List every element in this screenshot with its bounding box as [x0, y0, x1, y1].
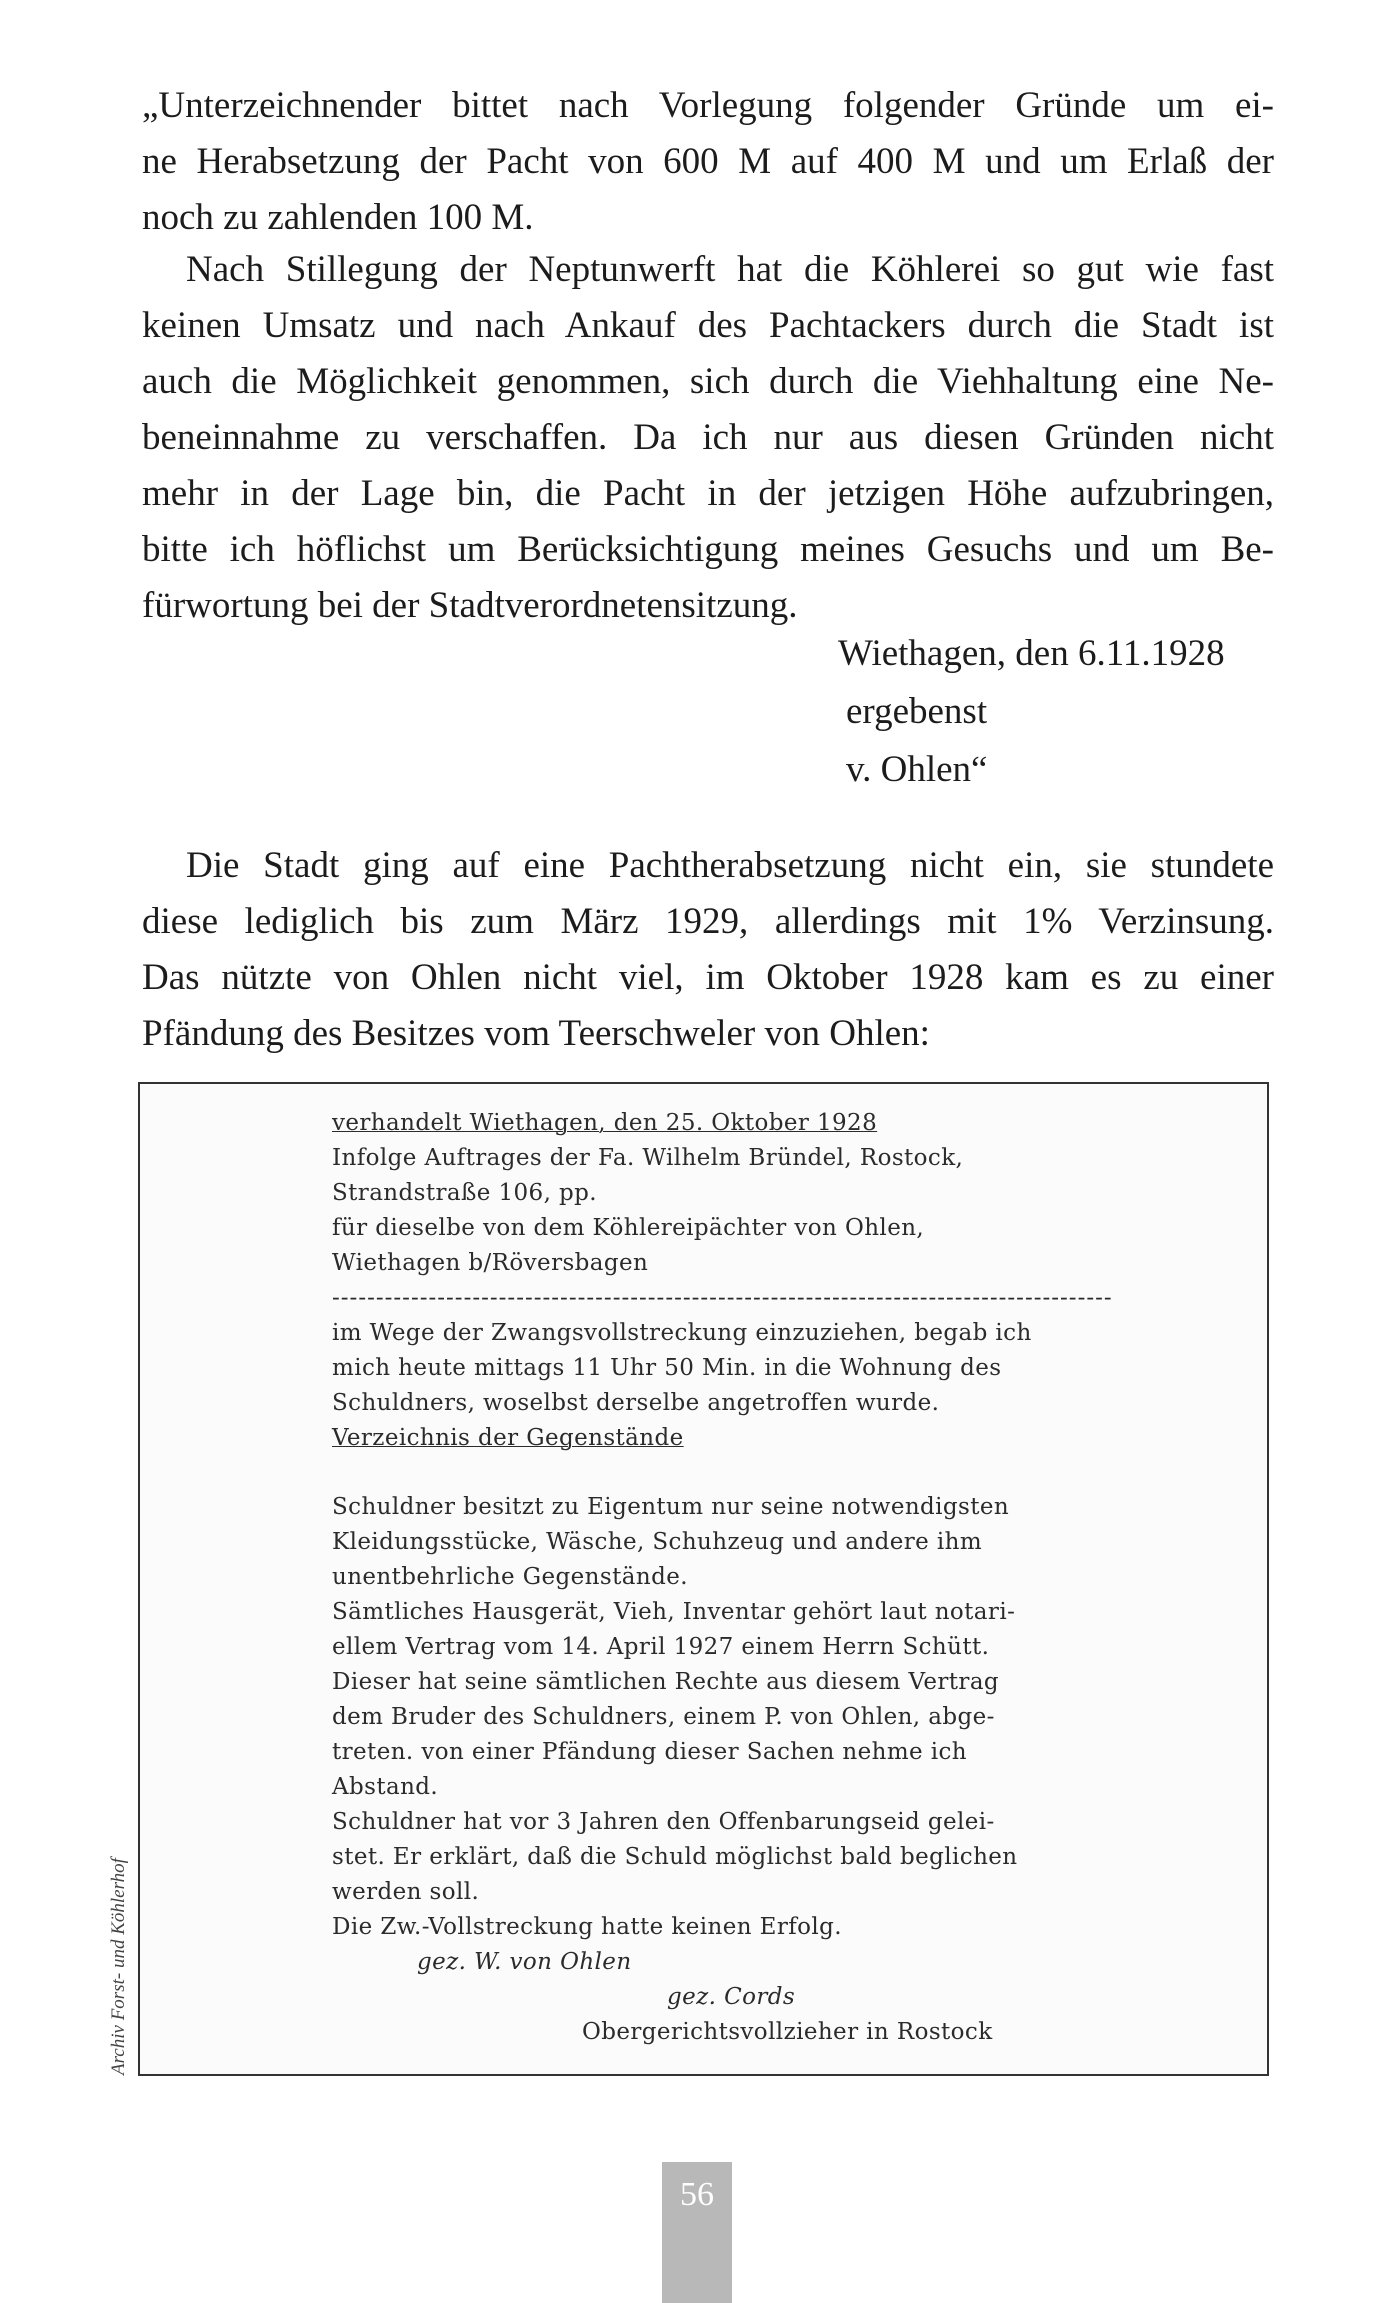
document-line: Schuldner besitzt zu Eigentum nur seine notwendigsten: [332, 1494, 1010, 1520]
document-line: Kleidungsstücke, Wäsche, Schuhzeug und andere ihm: [332, 1529, 983, 1555]
document-line: stet. Er erklärt, daß die Schuld möglichst bald beglichen: [332, 1844, 1018, 1870]
text-line: Das nützte von Ohlen nicht viel, im Oktober 1928 kam es zu einer: [142, 957, 1274, 998]
document-line: dem Bruder des Schuldners, einem P. von Ohlen, abge-: [332, 1704, 995, 1730]
archival-document-box: [138, 1082, 1269, 2076]
spacer: [332, 1456, 1252, 1490]
document-subheader: Verzeichnis der Gegenstände: [332, 1425, 684, 1451]
text-line: mehr in der Lage bin, die Pacht in der jetzigen Höhe aufzubringen,: [142, 473, 1274, 514]
archival-document-text: [332, 1106, 1252, 2050]
document-line: werden soll.: [332, 1879, 480, 1905]
document-line: unentbehrliche Gegenstände.: [332, 1564, 688, 1590]
text-line: Nach Stillegung der Neptunwerft hat die Köhlerei so gut wie fast: [186, 249, 1274, 290]
document-line: Dieser hat seine sämtlichen Rechte aus diesem Vertrag: [332, 1669, 1000, 1695]
document-line: Infolge Auftrages der Fa. Wilhelm Bründel, Rostock,: [332, 1145, 964, 1171]
document-divider: -----------------------------------------------------------------------------------------: [332, 1285, 1113, 1311]
document-signature-cords: gez. Cords: [667, 1984, 796, 2010]
document-line: Abstand.: [332, 1774, 439, 1800]
text-line: diese lediglich bis zum März 1929, allerdings mit 1% Verzinsung.: [142, 901, 1274, 942]
document-line: Strandstraße 106, pp.: [332, 1180, 597, 1206]
text-line: ne Herabsetzung der Pacht von 600 M auf 400 M und um Erlaß der: [142, 141, 1274, 182]
document-line: im Wege der Zwangsvollstreckung einzuziehen, begab ich: [332, 1320, 1032, 1346]
document-line: mich heute mittags 11 Uhr 50 Min. in die Wohnung des: [332, 1355, 1002, 1381]
document-signature-title: Obergerichtsvollzieher in Rostock: [582, 2019, 993, 2045]
document-line: ellem Vertrag vom 14. April 1927 einem Herrn Schütt.: [332, 1634, 990, 1660]
text-line: fürwortung bei der Stadtverordnetensitzung.: [142, 585, 798, 626]
document-line: Die Zw.-Vollstreckung hatte keinen Erfolg.: [332, 1914, 842, 1940]
letter-signoff: [838, 625, 1225, 799]
signoff-name: v. Ohlen“: [846, 749, 988, 790]
text-line: „Unterzeichnender bittet nach Vorlegung folgender Gründe um ei-: [142, 85, 1274, 126]
document-line: Schuldners, woselbst derselbe angetroffen wurde.: [332, 1390, 940, 1416]
document-line: für dieselbe von dem Köhlereipächter von Ohlen,: [332, 1215, 925, 1241]
text-line: beneinnahme zu verschaffen. Da ich nur aus diesen Gründen nicht: [142, 417, 1274, 458]
page-number: 56: [662, 2162, 732, 2303]
document-line: Schuldner hat vor 3 Jahren den Offenbarungseid gelei-: [332, 1809, 995, 1835]
document-header: verhandelt Wiethagen, den 25. Oktober 1928: [332, 1110, 878, 1136]
document-line: Sämtliches Hausgerät, Vieh, Inventar gehört laut notari-: [332, 1599, 1016, 1625]
narrative-paragraph: [142, 838, 1274, 1062]
text-line: Die Stadt ging auf eine Pachtherabsetzung nicht ein, sie stundete: [186, 845, 1274, 886]
document-line: Wiethagen b/Röversbagen: [332, 1250, 649, 1276]
text-line: auch die Möglichkeit genommen, sich durch die Viehhaltung eine Ne-: [142, 361, 1274, 402]
signoff-closing: ergebenst: [846, 691, 988, 732]
document-line: treten. von einer Pfändung dieser Sachen nehme ich: [332, 1739, 968, 1765]
document-signature-ohlen: gez. W. von Ohlen: [417, 1949, 632, 1975]
letter-paragraph-2: [142, 242, 1274, 634]
letter-paragraph-1: [142, 78, 1274, 246]
text-line: noch zu zahlenden 100 M.: [142, 197, 534, 238]
text-line: keinen Umsatz und nach Ankauf des Pachtackers durch die Stadt ist: [142, 305, 1274, 346]
text-line: bitte ich höflichst um Berücksichtigung meines Gesuchs und um Be-: [142, 529, 1274, 570]
text-line: Pfändung des Besitzes vom Teerschweler von Ohlen:: [142, 1013, 930, 1054]
archive-credit: Archiv Forst- und Köhlerhof: [108, 1858, 129, 2075]
signoff-place-date: Wiethagen, den 6.11.1928: [838, 633, 1225, 674]
